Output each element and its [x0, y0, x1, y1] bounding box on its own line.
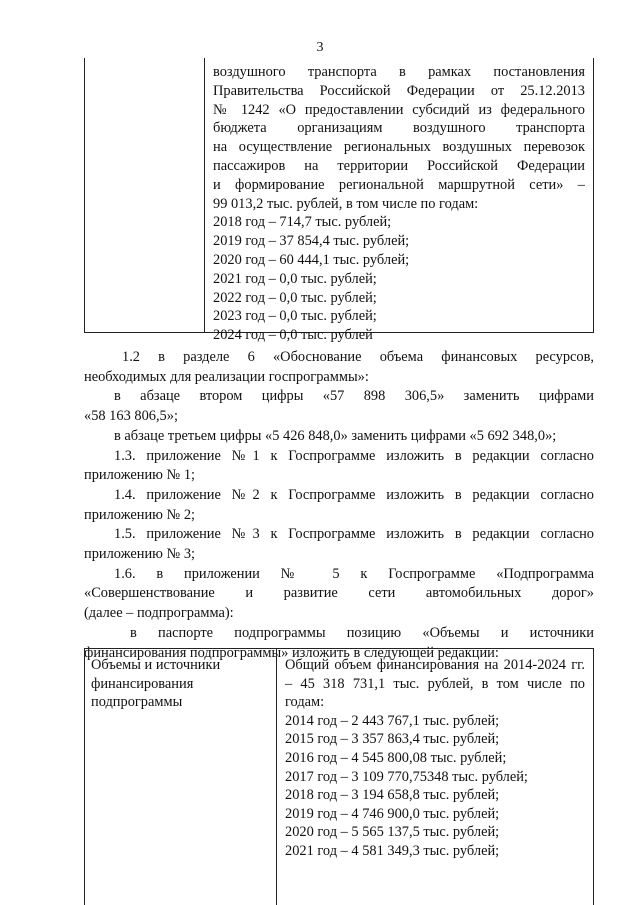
paragraph-line: (далее – подпрограмма): [84, 605, 234, 622]
table-line: 2024 год – 0,0 тыс. рублей [213, 327, 373, 344]
paragraph-line: 1.4. приложение №2 к Госпрограмме изложить в редакции согласно [114, 486, 594, 503]
table-line: и формирование региональной маршрутной сети» – [213, 176, 585, 193]
table-line: годам: [285, 694, 325, 711]
paragraph-line: приложению № 1; [84, 467, 196, 484]
table-line: воздушного транспорта в рамках постановления [213, 64, 585, 80]
table-line: 2015 год – 3 357 863,4 тыс. рублей; [285, 731, 500, 748]
table-line: 99 013,2 тыс. рублей, в том числе по годам: [213, 195, 479, 212]
paragraph-line: в абзаце третьем цифры «5 426 848,0» заменить цифрами «5 692 348,0»; [114, 427, 557, 444]
bottom-table-right-cell [277, 649, 593, 905]
paragraph-line: в абзаце втором цифры «57 898 306,5» заменить цифрами [114, 388, 594, 405]
table-line: 2022 год – 0,0 тыс. рублей; [213, 289, 377, 306]
paragraph-line: приложению № 3; [84, 546, 196, 563]
table-line: 2019 год – 37 854,4 тыс. рублей; [213, 233, 410, 250]
table-line: – 45 318 731,1 тыс. рублей, в том числе по [285, 675, 585, 692]
table-line: Правительства Российской Федерации от 25.12.2013 [213, 82, 585, 99]
table-line: 2018 год – 714,7 тыс. рублей; [213, 214, 392, 231]
table-line: на осуществление региональных воздушных перевозок [213, 139, 585, 156]
paragraph-line: необходимых для реализации госпрограммы»: [84, 368, 369, 385]
table-line: 2020 год – 60 444,1 тыс. рублей; [213, 251, 410, 268]
table-line: 2023 год – 0,0 тыс. рублей; [213, 308, 377, 325]
paragraph-line: 1.3. приложение №1 к Госпрограмме изложить в редакции согласно [114, 447, 594, 464]
table-line: 2014 год – 2 443 767,1 тыс. рублей; [285, 712, 500, 729]
paragraph-line: «58 163 806,5»; [84, 408, 178, 425]
table-line: пассажиров на территории Российской Федерации [213, 157, 585, 174]
table-line: 2017 год – 3 109 770,75348 тыс. рублей; [285, 768, 528, 785]
paragraph-line: «Совершенствование и развитие сети автомобильных дорог» [84, 585, 594, 602]
top-table-left-cell [85, 58, 205, 332]
table-line: № 1242 «О предоставлении субсидий из федерального [213, 101, 585, 118]
table-line: 2019 год – 4 746 900,0 тыс. рублей; [285, 805, 500, 822]
paragraph-line: 1.2 в разделе 6 «Обоснование объема финансовых ресурсов, [122, 349, 594, 365]
table-line: 2021 год – 0,0 тыс. рублей; [213, 270, 377, 287]
top-table-right-cell [205, 58, 593, 344]
table-line: бюджета организациям воздушного транспорта [213, 120, 585, 137]
paragraph-line: 1.6. в приложении № 5 к Госпрограмме «Подпрограмма [114, 565, 594, 582]
paragraph-line: финансирования подпрограммы» изложить в следующей редакции: [84, 644, 499, 661]
table-line: финансирования [91, 675, 194, 692]
table-line: Объемы и источники [91, 657, 221, 673]
table-line: 2021 год – 4 581 349,3 тыс. рублей; [285, 842, 500, 859]
table-line: 2016 год – 4 545 800,08 тыс. рублей; [285, 749, 507, 766]
body-text [84, 348, 594, 663]
table-line: подпрограммы [91, 694, 183, 711]
paragraph-line: 1.5. приложение №3 к Госпрограмме изложить в редакции согласно [114, 526, 594, 543]
top-table [84, 58, 594, 344]
table-line: 2020 год – 5 565 137,5 тыс. рублей; [285, 824, 500, 841]
table-line: 2018 год – 3 194 658,8 тыс. рублей; [285, 787, 500, 804]
bottom-table-left-cell [85, 649, 277, 905]
table-line: Общий объем финансирования на 2014-2024 гг. [285, 657, 585, 673]
page-number: 3 [316, 40, 324, 55]
bottom-table [84, 648, 594, 905]
paragraph-line: в паспорте подпрограммы позицию «Объемы и источники [130, 624, 594, 641]
paragraph-line: приложению № 2; [84, 506, 196, 523]
